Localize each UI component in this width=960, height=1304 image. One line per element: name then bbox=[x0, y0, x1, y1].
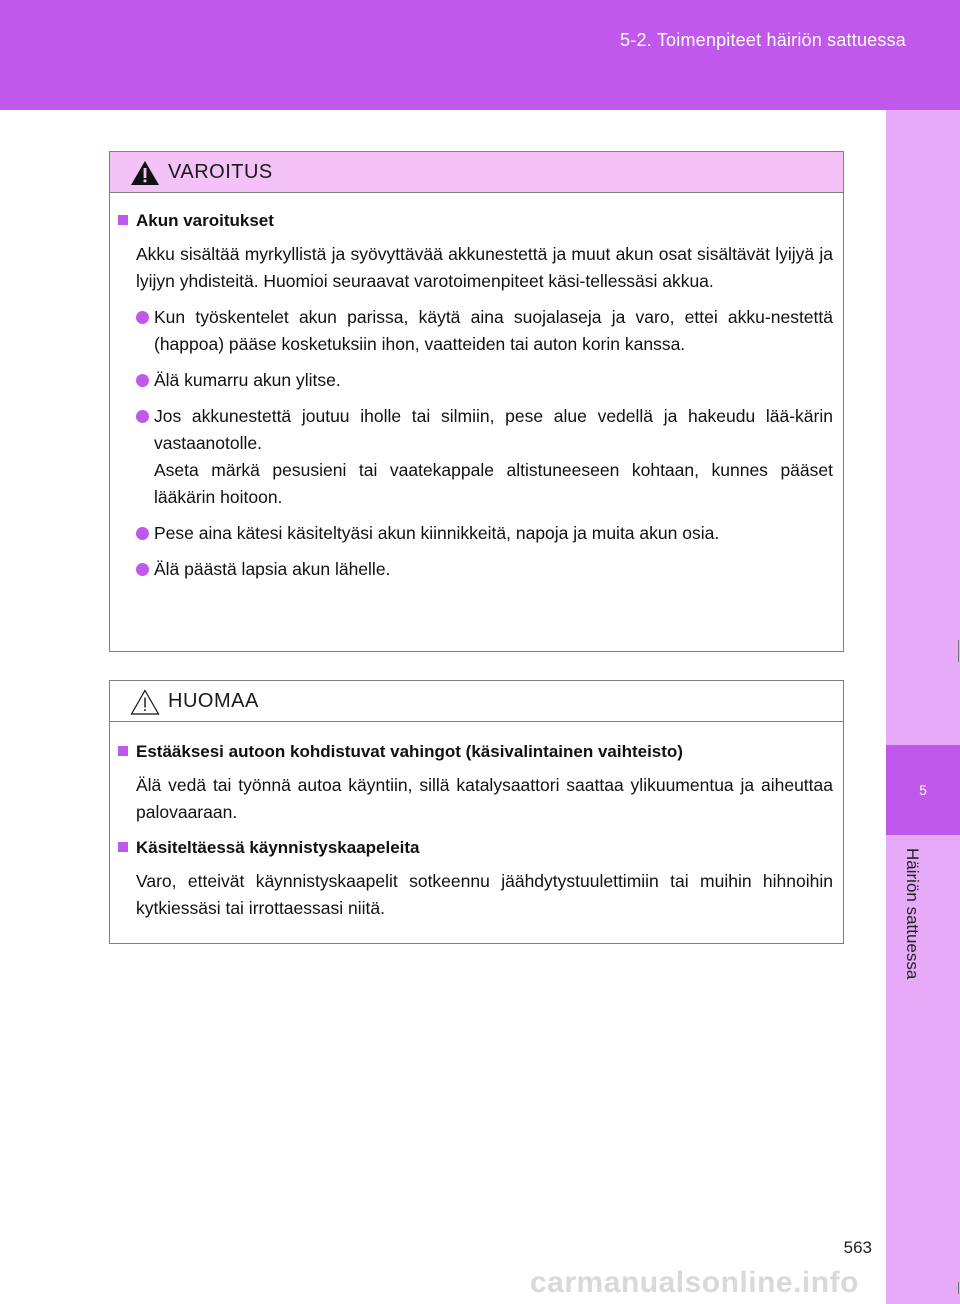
warning-bullet bbox=[136, 304, 833, 358]
square-bullet-icon bbox=[118, 215, 128, 225]
notice-section-title: Estääksesi autoon kohdistuvat vahingot (käsivalintainen vaihteisto) bbox=[136, 742, 683, 761]
chapter-title: Häiriön sattuessa bbox=[903, 848, 922, 980]
notice-body bbox=[110, 722, 843, 922]
bullet-text: Älä kumarru akun ylitse. bbox=[154, 370, 341, 390]
round-bullet-icon bbox=[136, 311, 149, 324]
round-bullet-icon bbox=[136, 410, 149, 423]
warning-intro: Akku sisältää myrkyllistä ja syövyttävää akkunestettä ja muut akun osat sisältävät lyijyä ja lyijyn yhdisteitä. Huomioi seuraavat varotoimenpiteet käsi-tellessäsi akkua. bbox=[136, 244, 833, 291]
notice-section-title: Käsiteltäessä käynnistyskaapeleita bbox=[136, 838, 420, 857]
bullet-text: Kun työskentelet akun parissa, käytä aina suojalaseja ja varo, ettei akku-nestettä (happoa) pääse kosketuksiin ihon, vaatteiden tai auton korin kanssa. bbox=[154, 307, 833, 354]
bullet-text: Älä päästä lapsia akun lähelle. bbox=[154, 559, 391, 579]
notice-section-heading bbox=[118, 836, 833, 860]
notice-section-heading bbox=[118, 740, 833, 764]
warning-section-title: Akun varoitukset bbox=[136, 211, 274, 230]
warning-title: VAROITUS bbox=[168, 161, 273, 183]
notice-section-text: Älä vedä tai työnnä autoa käyntiin, sillä katalysaattori saattaa ylikuumentua ja aiheuttaa palovaaraan. bbox=[136, 775, 833, 822]
page-header bbox=[0, 0, 960, 110]
chapter-number: 5 bbox=[919, 782, 927, 798]
warning-header bbox=[110, 152, 843, 193]
section-title: 5-2. Toimenpiteet häiriön sattuessa bbox=[620, 30, 906, 50]
warning-body bbox=[110, 193, 843, 583]
notice-section-text: Varo, etteivät käynnistyskaapelit sotkeennu jäähdytystuulettimiin tai muihin hihnoihin kytkiessäsi tai irrottaessasi niitä. bbox=[136, 871, 833, 918]
warning-bullet bbox=[136, 556, 833, 583]
warning-bullet bbox=[136, 367, 833, 394]
watermark: carmanualsonline.info bbox=[530, 1266, 859, 1299]
warning-triangle-icon bbox=[130, 160, 160, 186]
bullet-text: Pese aina kätesi käsiteltyäsi akun kiinnikkeitä, napoja ja muita akun osia. bbox=[154, 523, 720, 543]
notice-box bbox=[109, 680, 844, 944]
round-bullet-icon bbox=[136, 374, 149, 387]
square-bullet-icon bbox=[118, 842, 128, 852]
warning-box bbox=[109, 151, 844, 652]
bullet-text-continued: Aseta märkä pesusieni tai vaatekappale altistuneeseen kohtaan, kunnes pääset lääkärin hoitoon. bbox=[154, 460, 833, 507]
warning-bullet bbox=[136, 520, 833, 547]
square-bullet-icon bbox=[118, 746, 128, 756]
round-bullet-icon bbox=[136, 527, 149, 540]
page-number: 563 bbox=[843, 1238, 872, 1257]
warning-section-heading bbox=[118, 209, 833, 233]
bullet-text: Jos akkunestettä joutuu iholle tai silmiin, pese alue vedellä ja hakeudu lää-kärin vastaanotolle. bbox=[154, 406, 833, 453]
notice-title: HUOMAA bbox=[168, 690, 259, 712]
notice-header bbox=[110, 681, 843, 722]
caution-triangle-outline-icon bbox=[130, 689, 160, 715]
edge-tick bbox=[958, 650, 959, 662]
edge-tick bbox=[958, 1282, 959, 1294]
warning-bullet bbox=[136, 403, 833, 511]
chapter-side-tab bbox=[886, 110, 960, 1304]
round-bullet-icon bbox=[136, 563, 149, 576]
